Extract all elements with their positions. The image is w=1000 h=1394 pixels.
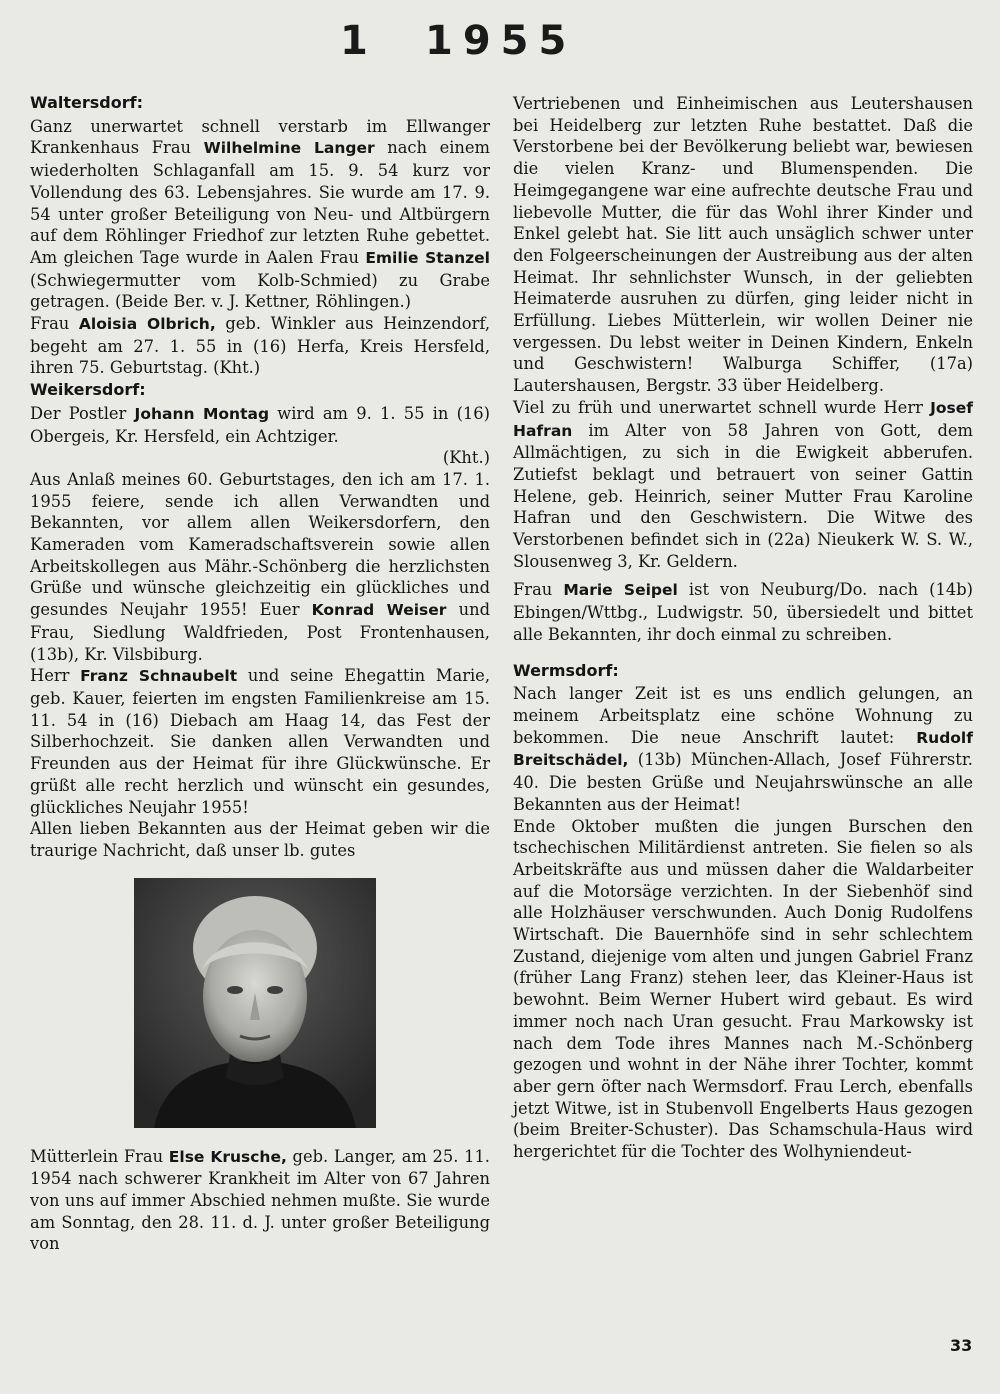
person-name: Franz Schnaubelt — [80, 667, 238, 686]
person-name: Aloisia Olbrich, — [78, 315, 216, 334]
text: Der Postler — [30, 403, 135, 423]
notice-paragraph — [513, 397, 973, 573]
text: geb. Langer, am 25. 11. 1954 nach schwerer Krankheit im Alter von 67 Jahren von uns auf immer Abschied nehmen mußte. Sie wurde am Sonntag, den 28. 11. d. J. unter großer Beteiligung von — [30, 1146, 490, 1254]
text: wird am 9. 1. 55 in (16) Obergeis, Kr. Hersfeld, ein Achtziger. — [30, 403, 490, 446]
section-title-weikersdorf: Weikersdorf: — [30, 380, 146, 400]
text: im Alter von 58 Jahren von Gott, dem Allmächtigen, zu sich in die Ewigkeit abberufen. Zutiefst beklagt und betrauert von seiner Gattin Helene, geb. Heinrich, seiner Mutter Frau Karoline Hafran und den Geschwistern. Die Witwe des Verstorbenen befindet sich in (22a) Nieukerk W. S. W., Slousenweg 3, Kr. Geldern. — [513, 420, 973, 571]
text: Frau — [30, 314, 79, 334]
notice-paragraph — [30, 313, 490, 379]
notice-paragraph — [513, 579, 973, 645]
person-name: Rudolf Breitschädel, — [513, 728, 973, 770]
text: (Schwiegermutter vom Kolb-Schmied) zu Grabe getragen. (Beide Ber. v. J. Kettner, Röhlingen.) — [30, 270, 490, 312]
text: geb. Winkler aus Heinzendorf, begeht am 27. 1. 55 in (16) Herfa, Kreis Hersfeld, ihren 75. Geburtstag. (Kht.) — [30, 314, 490, 378]
notice-paragraph — [513, 683, 973, 815]
notice-paragraph — [30, 665, 490, 818]
text: Frau — [513, 580, 564, 600]
text: Herr — [30, 666, 81, 686]
notice-paragraph: Ende Oktober mußten die jungen Burschen den tschechischen Militärdienst antreten. Sie fielen so als Arbeitskräfte aus und müssen daher die Waldarbeiter auf die Motorsäge verzichten. In der Siebenhöf sind alle Holzhäuser verschwunden. Auch Donig Rudolfens Wirtschaft. Die Bauernhöfe sind in sehr schlechtem Zustand, diejenige vom alten und jungen Gabriel Franz (früher Lang Franz) stehen leer, das Kleiner-Haus ist bewohnt. Beim Werner Hubert wird gebaut. Es wird immer noch nach Uran gesucht. Frau Markowsky ist nach dem Tode ihres Mannes nach M.-Schönberg gezogen und wohnt in der Nähe ihrer Tochter, kommt aber gern öfter nach Wermsdorf. Frau Lerch, ebenfalls jetzt Witwe, ist in Stubenvoll Engelberts Haus gezogen (beim Breiter-Schuster). Das Schamschula-Haus wird hergerichtet für die Tochter des Wolhyniendeut- — [513, 816, 973, 1162]
left-column — [30, 92, 490, 1255]
notice-paragraph: Allen lieben Bekannten aus der Heimat geben wir die traurige Nachricht, daß unser lb. gutes — [30, 819, 490, 860]
person-name: Josef Hafran — [513, 398, 973, 440]
text: Mütterlein Frau — [30, 1146, 169, 1166]
section-title-wermsdorf: Wermsdorf: — [513, 660, 619, 680]
person-name: Wilhelmine Langer — [203, 139, 375, 158]
person-name: Emilie Stanzel — [365, 248, 490, 267]
text: Ganz unerwartet schnell verstarb im Ellwanger Krankenhaus Frau — [30, 116, 490, 158]
notice-paragraph — [30, 1146, 490, 1256]
section-title-waltersdorf: Waltersdorf: — [30, 93, 143, 112]
portrait-illustration — [134, 878, 376, 1128]
right-column — [513, 93, 973, 1163]
text: Nach langer Zeit ist es uns endlich gelungen, an meinem Arbeitsplatz eine schöne Wohnung zu bekommen. Die neue Anschrift lautet: — [513, 684, 973, 747]
text: Viel zu früh und unerwartet schnell wurde Herr — [513, 397, 931, 417]
notice-paragraph — [30, 469, 490, 665]
source-note: (Kht.) — [442, 448, 490, 468]
issue-year: 1955 — [425, 18, 577, 64]
text: und Frau, Siedlung Waldfrieden, Post Frontenhausen, (13b), Kr. Vilsbiburg. — [30, 600, 491, 664]
text: Aus Anlaß meines 60. Geburtstages, den ich am 17. 1. 1955 feiere, sende ich allen Verwandten und Bekannten, vor allem allen Weikersdorfern, den Kameraden vom Kameradschaftsverein sowie allen Arbeitskollegen aus Mähr.-Schönberg die herzlichsten Grüße und wünsche gleichzeitig ein glückliches und gesundes Neujahr 1955! Euer — [30, 469, 490, 620]
portrait-photo — [134, 878, 376, 1128]
person-name: Marie Seipel — [563, 581, 678, 600]
person-name: Konrad Weiser — [311, 601, 447, 620]
text: ist von Neuburg/Do. nach (14b) Ebingen/Wttbg., Ludwigstr. 50, übersiedelt und bittet alle Bekannten, ihr doch einmal zu schreiben. — [513, 580, 973, 644]
issue-number: 1 — [340, 18, 378, 64]
notice-paragraph — [30, 116, 490, 313]
text: nach einem wiederholten Schlaganfall am 15. 9. 54 kurz vor Vollendung des 63. Lebensjahres. Sie wurde am 17. 9. 54 unter großer Beteiligung von Neu- und Altbürgern auf dem Röhlinger Friedhof zur letzten Ruhe gebettet. Am gleichen Tage wurde in Aalen Frau — [30, 138, 490, 267]
text: (13b) München-Allach, Josef Führerstr. 40. Die besten Grüße und Neujahrswünsche an alle Bekannten aus der Heimat! — [513, 750, 973, 814]
person-name: Johann Montag — [134, 404, 270, 423]
person-name: Else Krusche, — [168, 1147, 287, 1166]
notice-paragraph — [30, 403, 490, 447]
text: und seine Ehegattin Marie, geb. Kauer, feierten im engsten Familienkreise am 15. 11. 54 in (16) Diebach am Haag 14, das Fest der Silberhochzeit. Sie danken allen Verwandten und Freunden aus der Heimat für ihre Glückwünsche. Er grüßt alle recht herzlich und wünscht ein gesundes, glückliches Neujahr 1955! — [30, 666, 490, 817]
notice-paragraph: Vertriebenen und Einheimischen aus Leutershausen bei Heidelberg zur letzten Ruhe bestattet. Daß die Verstorbene bei der Bevölkerung beliebt war, bewiesen die vielen Kranz- und Blumenspenden. Die Heimgegangene war eine aufrechte deutsche Frau und liebevolle Mutter, die für das Wohl ihrer Kinder und Enkel gelebt hat. Sie litt auch unsäglich schwer unter den Folgeerscheinungen der Austreibung aus der alten Heimat. Ihr sehnlichster Wunsch, in der geliebten Heimaterde ausruhen zu dürfen, ging leider nicht in Erfüllung. Liebes Mütterlein, wir wollen Deiner nie vergessen. Du lebst weiter in Deinen Kindern, Enkeln und Geschwistern! Walburga Schiffer, (17a) Lautershausen, Bergstr. 33 über Heidelberg. — [513, 94, 973, 396]
page-number: 33 — [950, 1336, 973, 1355]
